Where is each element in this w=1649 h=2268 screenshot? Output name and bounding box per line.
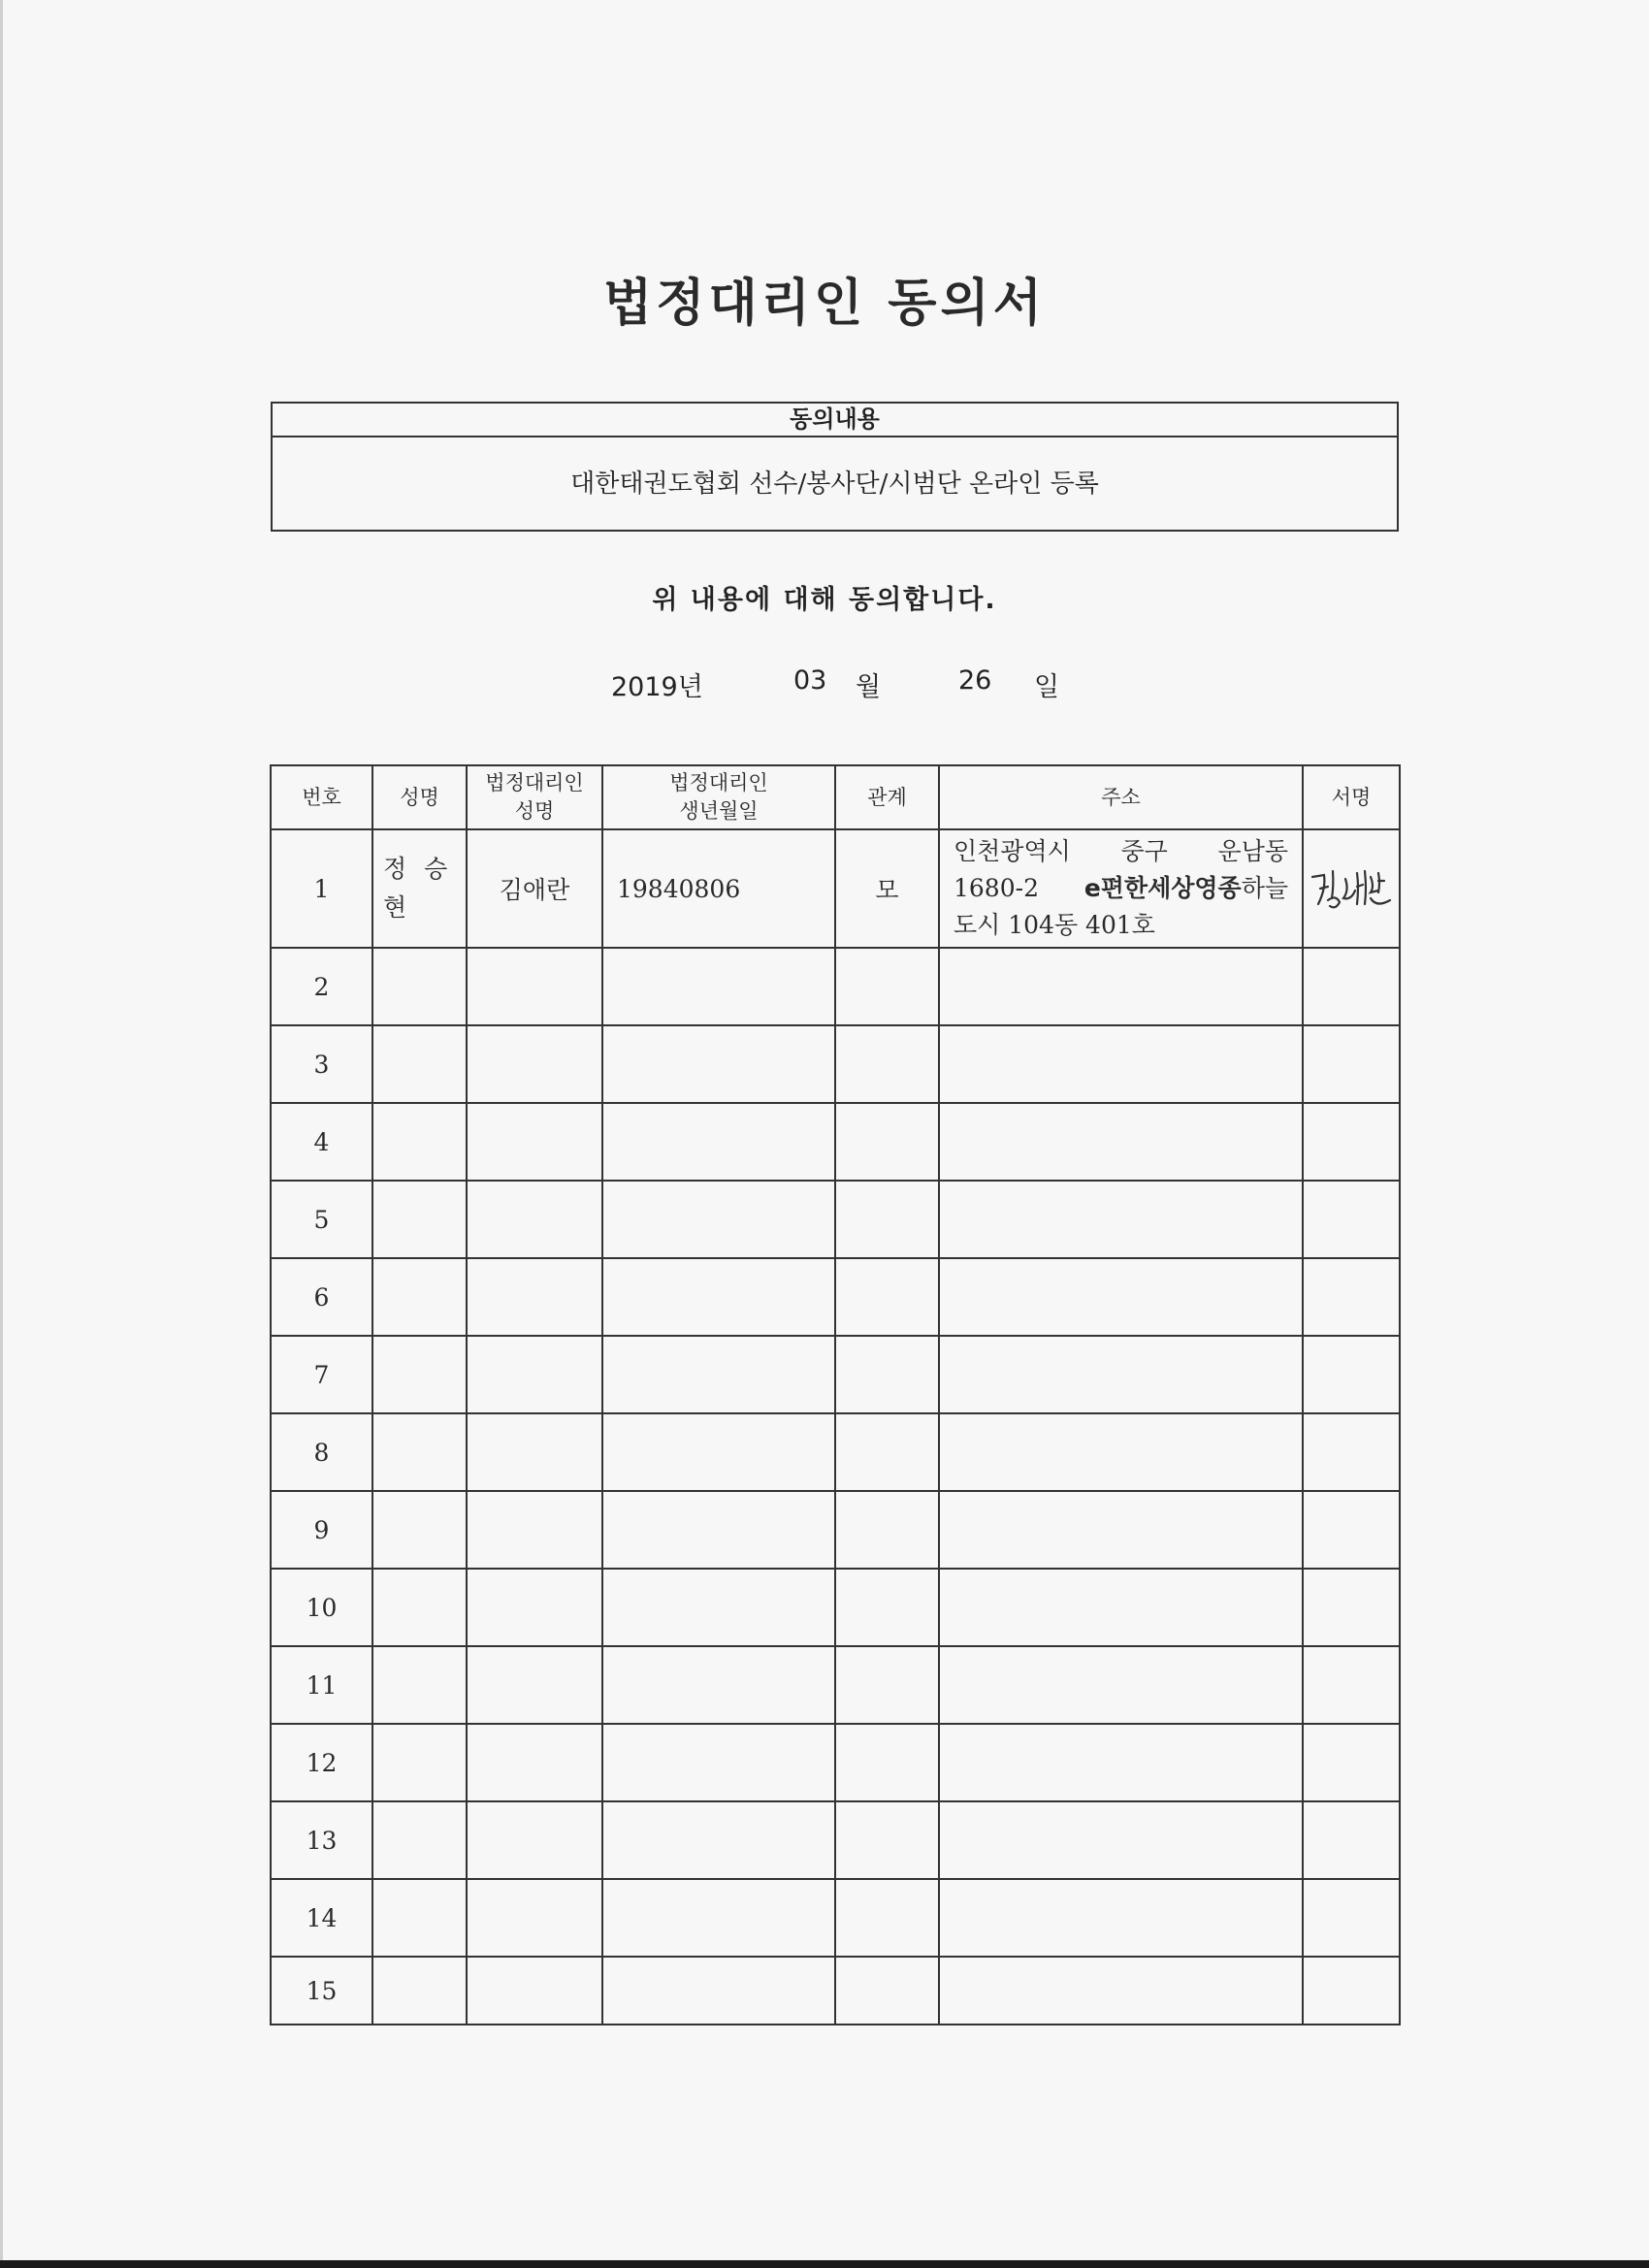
header-no: 번호 [271, 765, 372, 829]
table-header-row [271, 765, 1400, 829]
cell-no: 4 [271, 1103, 372, 1181]
cell-name [372, 829, 467, 948]
cell-address [939, 829, 1303, 948]
header-guardian-name [467, 765, 602, 829]
cell-no: 3 [271, 1025, 372, 1103]
cell-no: 10 [271, 1569, 372, 1646]
cell-no: 6 [271, 1258, 372, 1336]
address-line3: 도시 104동 401호 [954, 911, 1155, 939]
guardian-table [270, 764, 1401, 2025]
table-row [271, 1724, 1400, 1801]
consent-header: 동의내용 [273, 404, 1397, 437]
table-row [271, 1801, 1400, 1879]
date-month-unit: 월 [856, 672, 882, 702]
address-line2-post: 하늘 [1241, 874, 1288, 902]
table-row [271, 1025, 1400, 1103]
table-row [271, 1258, 1400, 1336]
cell-guardian-dob: 19840806 [602, 829, 835, 948]
scan-edge-left [0, 0, 3, 2268]
cell-no: 7 [271, 1336, 372, 1413]
header-guardian-dob-line1: 법정대리인 [669, 771, 768, 794]
consent-body: 대한태권도협회 선수/봉사단/시범단 온라인 등록 [570, 470, 1099, 499]
cell-no: 14 [271, 1879, 372, 1957]
cell-no: 9 [271, 1491, 372, 1569]
cell-no: 5 [271, 1181, 372, 1258]
table-row [271, 1103, 1400, 1181]
cell-signature [1303, 829, 1400, 948]
cell-relation: 모 [835, 829, 939, 948]
header-guardian-name-line1: 법정대리인 [485, 771, 584, 794]
address-line2 [954, 870, 1288, 907]
cell-no: 12 [271, 1724, 372, 1801]
table-row [271, 1413, 1400, 1491]
date-month: 03 [793, 665, 827, 696]
cell-no: 2 [271, 948, 372, 1025]
table-row [271, 1336, 1400, 1413]
table-row [271, 1569, 1400, 1646]
table-row [271, 1181, 1400, 1258]
table-row [271, 1491, 1400, 1569]
header-signature: 서명 [1303, 765, 1400, 829]
header-guardian-dob-line2: 생년월일 [679, 799, 759, 823]
table-row [271, 829, 1400, 948]
date-day: 26 [958, 665, 992, 696]
table-row [271, 1879, 1400, 1957]
header-name: 성명 [372, 765, 467, 829]
header-guardian-name-line2: 성명 [514, 799, 555, 823]
cell-guardian-name: 김애란 [467, 829, 602, 948]
consent-box [271, 402, 1399, 532]
document-title: 법정대리인 동의서 [603, 275, 1046, 333]
cell-no: 1 [271, 829, 372, 948]
table-row [271, 1957, 1400, 2025]
table-row [271, 1646, 1400, 1724]
cell-name-line1: 정승 [383, 855, 466, 883]
agreement-statement: 위 내용에 대해 동의합니다. [652, 585, 997, 615]
address-line1: 인천광역시 중구 운남동 [954, 837, 1288, 865]
handwritten-signature [1307, 859, 1396, 918]
header-relation: 관계 [835, 765, 939, 829]
date-year: 2019년 [611, 672, 703, 702]
header-guardian-dob [602, 765, 835, 829]
cell-name-line2: 현 [383, 893, 407, 922]
table-row [271, 948, 1400, 1025]
cell-no: 13 [271, 1801, 372, 1879]
cell-no: 11 [271, 1646, 372, 1724]
address-line2-bold: e편한세상영종 [1083, 874, 1242, 902]
cell-no: 8 [271, 1413, 372, 1491]
scan-edge-bottom [0, 2260, 1649, 2268]
address-line2-pre: 1680-2 [954, 874, 1084, 902]
cell-no: 15 [271, 1957, 372, 2025]
header-address: 주소 [939, 765, 1303, 829]
date-day-unit: 일 [1034, 672, 1060, 702]
